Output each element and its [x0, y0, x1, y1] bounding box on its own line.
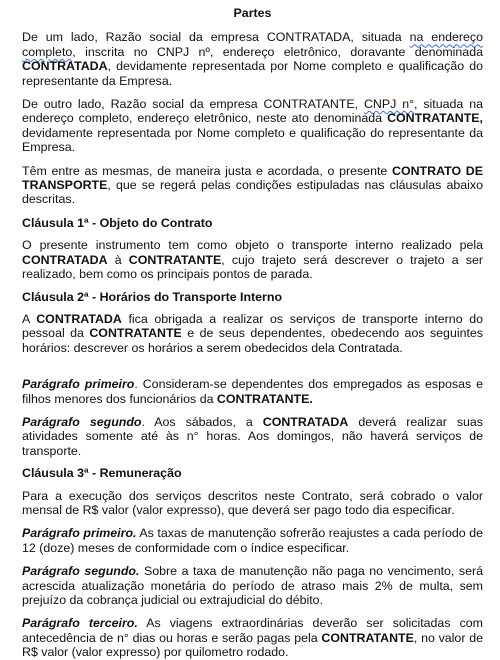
clause-2-body — [22, 312, 483, 355]
spellcheck-flagged-text[interactable]: CNPJ n° — [363, 97, 415, 112]
text: As taxas de manutenção sofrerão reajustes a cada período de 12 (doze) meses de conformidade com o índice especificar. — [22, 526, 483, 555]
party-contratada-paragraph — [22, 30, 483, 88]
text: , situada na endereço completo, endereço eletrônico, neste ato denominada — [22, 97, 483, 126]
bold-text: CONTRATANTE, — [387, 111, 483, 126]
text: , cujo trajeto será descrever o trajeto a ser realizado, bem como os principais pontos de parada. — [22, 252, 484, 282]
text: deverá realizar suas atividades somente até às n° horas. Aos domingos, não haverá serviços de transporte. — [22, 414, 483, 458]
clause-1-body — [22, 238, 483, 281]
spellcheck-flagged-text[interactable]: na endereço completo — [22, 30, 483, 59]
paragraph-label: Parágrafo terceiro. — [22, 616, 138, 631]
text: devidamente representada por Nome completo e qualificação do representante da Empresa. — [22, 125, 483, 155]
bold-text: CONTRATO DE TRANSPORTE — [22, 163, 483, 193]
document-title: Partes — [233, 6, 272, 20]
text: , inscrita no CNPJ nº, endereço eletrônico, doravante denominada — [72, 44, 483, 59]
text: à — [107, 252, 129, 267]
party-contratante-paragraph — [22, 97, 483, 155]
bold-text: CONTRATADA — [36, 311, 122, 326]
agreement-paragraph — [22, 164, 483, 207]
paragraph-label: Parágrafo segundo — [22, 414, 142, 429]
clause-3-body: Para a execução dos serviços descritos neste Contrato, será cobrado o valor mensal de R$ valor (valor expresso), que deverá ser pago todo dia especificar. — [22, 488, 483, 517]
paragraph-label: Parágrafo segundo. — [22, 564, 140, 579]
text: As viagens extraordinárias deverão ser solicitadas com antecedência de n° dias ou horas e serão pagas pela — [22, 616, 483, 645]
paragraph-label: Parágrafo primeiro — [22, 377, 135, 392]
clause-2-paragraph-1 — [22, 377, 483, 406]
paragraph-label: Parágrafo primeiro. — [22, 526, 137, 541]
clause-3-paragraph-3 — [22, 616, 483, 659]
text: . Aos sábados, a — [141, 414, 263, 429]
clause-3-heading: Cláusula 3ª - Remuneração — [22, 466, 182, 481]
bold-text: CONTRATANTE. — [216, 391, 313, 406]
text: , no valor de R$ valor (valor expresso) por quilometro rodado. — [22, 630, 483, 660]
bold-text: CONTRATANTE — [321, 630, 414, 645]
text: Sobre a taxa de manutenção não paga no vencimento, será acrescida atualização monetária do período de atraso mais 2% de multa, sem prejuízo da cobrança judicial ou extrajudicial do débito. — [22, 564, 483, 607]
bold-text: CONTRATADA — [22, 59, 108, 74]
clause-3-paragraph-2 — [22, 564, 483, 607]
bold-text: CONTRATADA — [262, 414, 349, 429]
text: O presente instrumento tem como objeto o transporte interno realizado pela — [22, 238, 483, 253]
text: . Consideram-se dependentes dos empregados as esposas e filhos menores dos funcionários da — [22, 377, 483, 406]
text: fica obrigada a realizar os serviços de transporte interno do pessoal da — [22, 311, 484, 341]
bold-text: CONTRATADA — [22, 252, 108, 267]
text: A — [22, 311, 37, 326]
text: e de seus dependentes, obedecendo aos seguintes horários: descrever os horários a serem obedecidos dela Contratada. — [22, 326, 484, 355]
text: De um lado, Razão social da empresa CONTRATADA, situada — [22, 30, 410, 45]
bold-text: CONTRATANTE — [89, 326, 182, 341]
text: , que se regerá pelas condições estipuladas nas cláusulas abaixo descritas. — [22, 178, 483, 207]
bold-text: CONTRATANTE — [128, 252, 222, 267]
text: Têm entre as mesmas, de maneira justa e acordada, o presente — [22, 163, 393, 178]
clause-1-heading: Cláusula 1ª - Objeto do Contrato — [22, 215, 213, 230]
clause-2-heading: Cláusula 2ª - Horários do Transporte Interno — [22, 289, 283, 304]
clause-2-paragraph-2 — [22, 415, 483, 458]
clause-3-paragraph-1 — [22, 526, 483, 555]
text: , devidamente representada por Nome completo e qualificação do representante da Empresa. — [22, 59, 483, 88]
text: De outro lado, Razão social da empresa CONTRATANTE, — [22, 97, 364, 112]
